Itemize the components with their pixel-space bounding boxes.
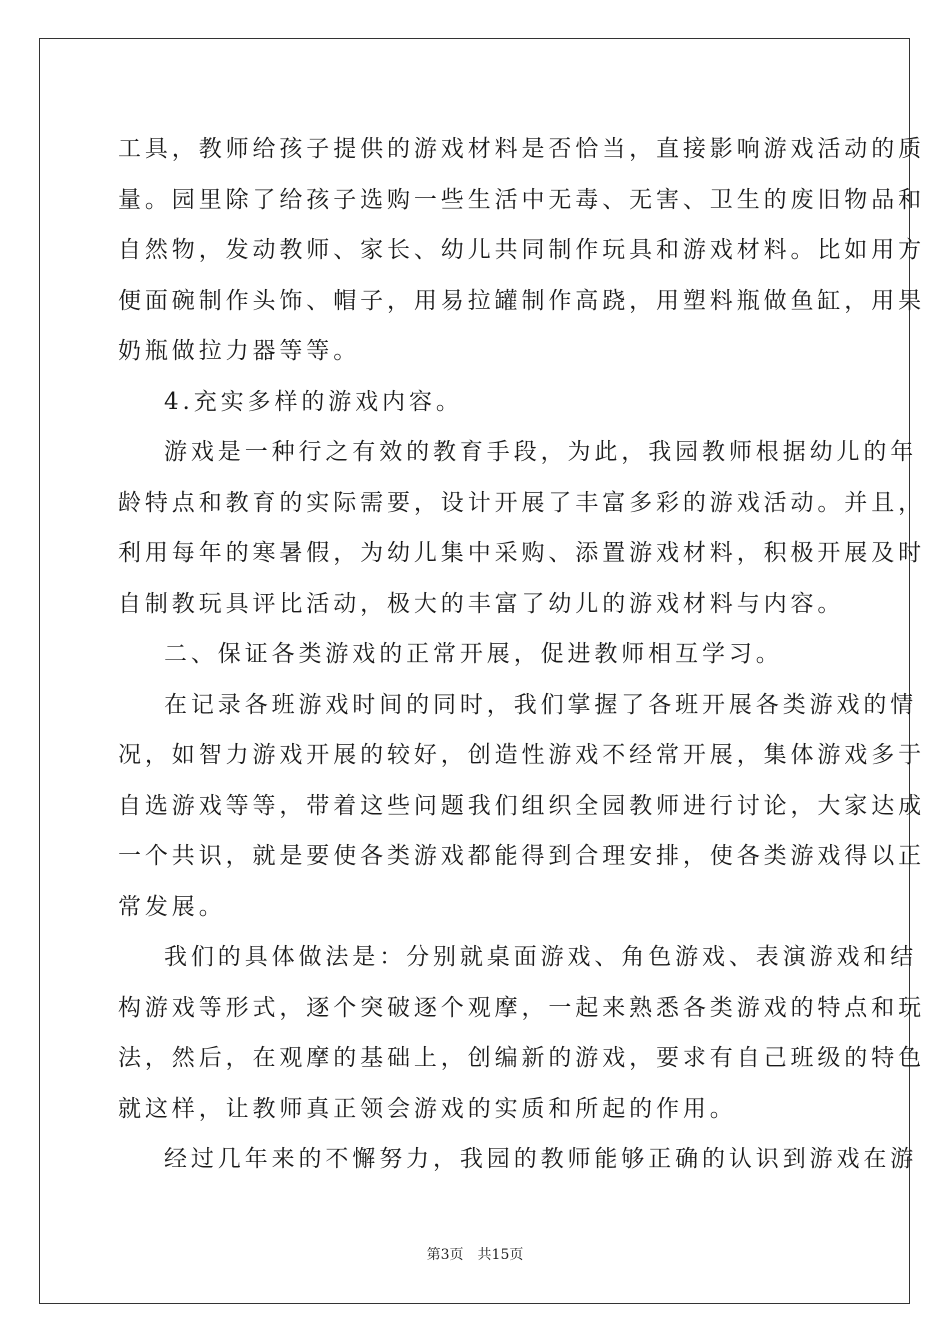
- section-heading: 二、保证各类游戏的正常开展，促进教师相互学习。: [164, 641, 783, 667]
- body-line: 自然物，发动教师、家长、幼儿共同制作玩具和游戏材料。比如用方: [118, 237, 925, 263]
- body-line: 构游戏等形式，逐个突破逐个观摩，一起来熟悉各类游戏的特点和玩: [118, 995, 925, 1021]
- body-line: 一个共识，就是要使各类游戏都能得到合理安排，使各类游戏得以正: [118, 843, 925, 869]
- body-line: 龄特点和教育的实际需要，设计开展了丰富多彩的游戏活动。并且，: [118, 490, 925, 516]
- body-line: 我们的具体做法是：分别就桌面游戏、角色游戏、表演游戏和结: [164, 944, 918, 970]
- body-line: 自选游戏等等，带着这些问题我们组织全园教师进行讨论，大家达成: [118, 793, 925, 819]
- section-heading: 4.充实多样的游戏内容。: [164, 389, 463, 415]
- body-line: 法，然后，在观摩的基础上，创编新的游戏，要求有自己班级的特色: [118, 1045, 925, 1071]
- body-line: 工具，教师给孩子提供的游戏材料是否恰当，直接影响游戏活动的质: [118, 136, 925, 162]
- body-line: 经过几年来的不懈努力，我园的教师能够正确的认识到游戏在游: [164, 1146, 918, 1172]
- body-line: 利用每年的寒暑假，为幼儿集中采购、添置游戏材料，积极开展及时: [118, 540, 925, 566]
- body-line: 游戏是一种行之有效的教育手段，为此，我园教师根据幼儿的年: [164, 439, 918, 465]
- body-line: 自制教玩具评比活动，极大的丰富了幼儿的游戏材料与内容。: [118, 591, 845, 617]
- page-number-footer: 第3页 共15页: [426, 1247, 524, 1263]
- body-line: 便面碗制作头饰、帽子，用易拉罐制作高跷，用塑料瓶做鱼缸，用果: [118, 288, 925, 314]
- body-line: 常发展。: [118, 894, 226, 920]
- body-line: 就这样，让教师真正领会游戏的实质和所起的作用。: [118, 1096, 737, 1122]
- body-line: 奶瓶做拉力器等等。: [118, 338, 361, 364]
- body-line: 况，如智力游戏开展的较好，创造性游戏不经常开展，集体游戏多于: [118, 742, 925, 768]
- body-line: 在记录各班游戏时间的同时，我们掌握了各班开展各类游戏的情: [164, 692, 918, 718]
- body-line: 量。园里除了给孩子选购一些生活中无毒、无害、卫生的废旧物品和: [118, 187, 925, 213]
